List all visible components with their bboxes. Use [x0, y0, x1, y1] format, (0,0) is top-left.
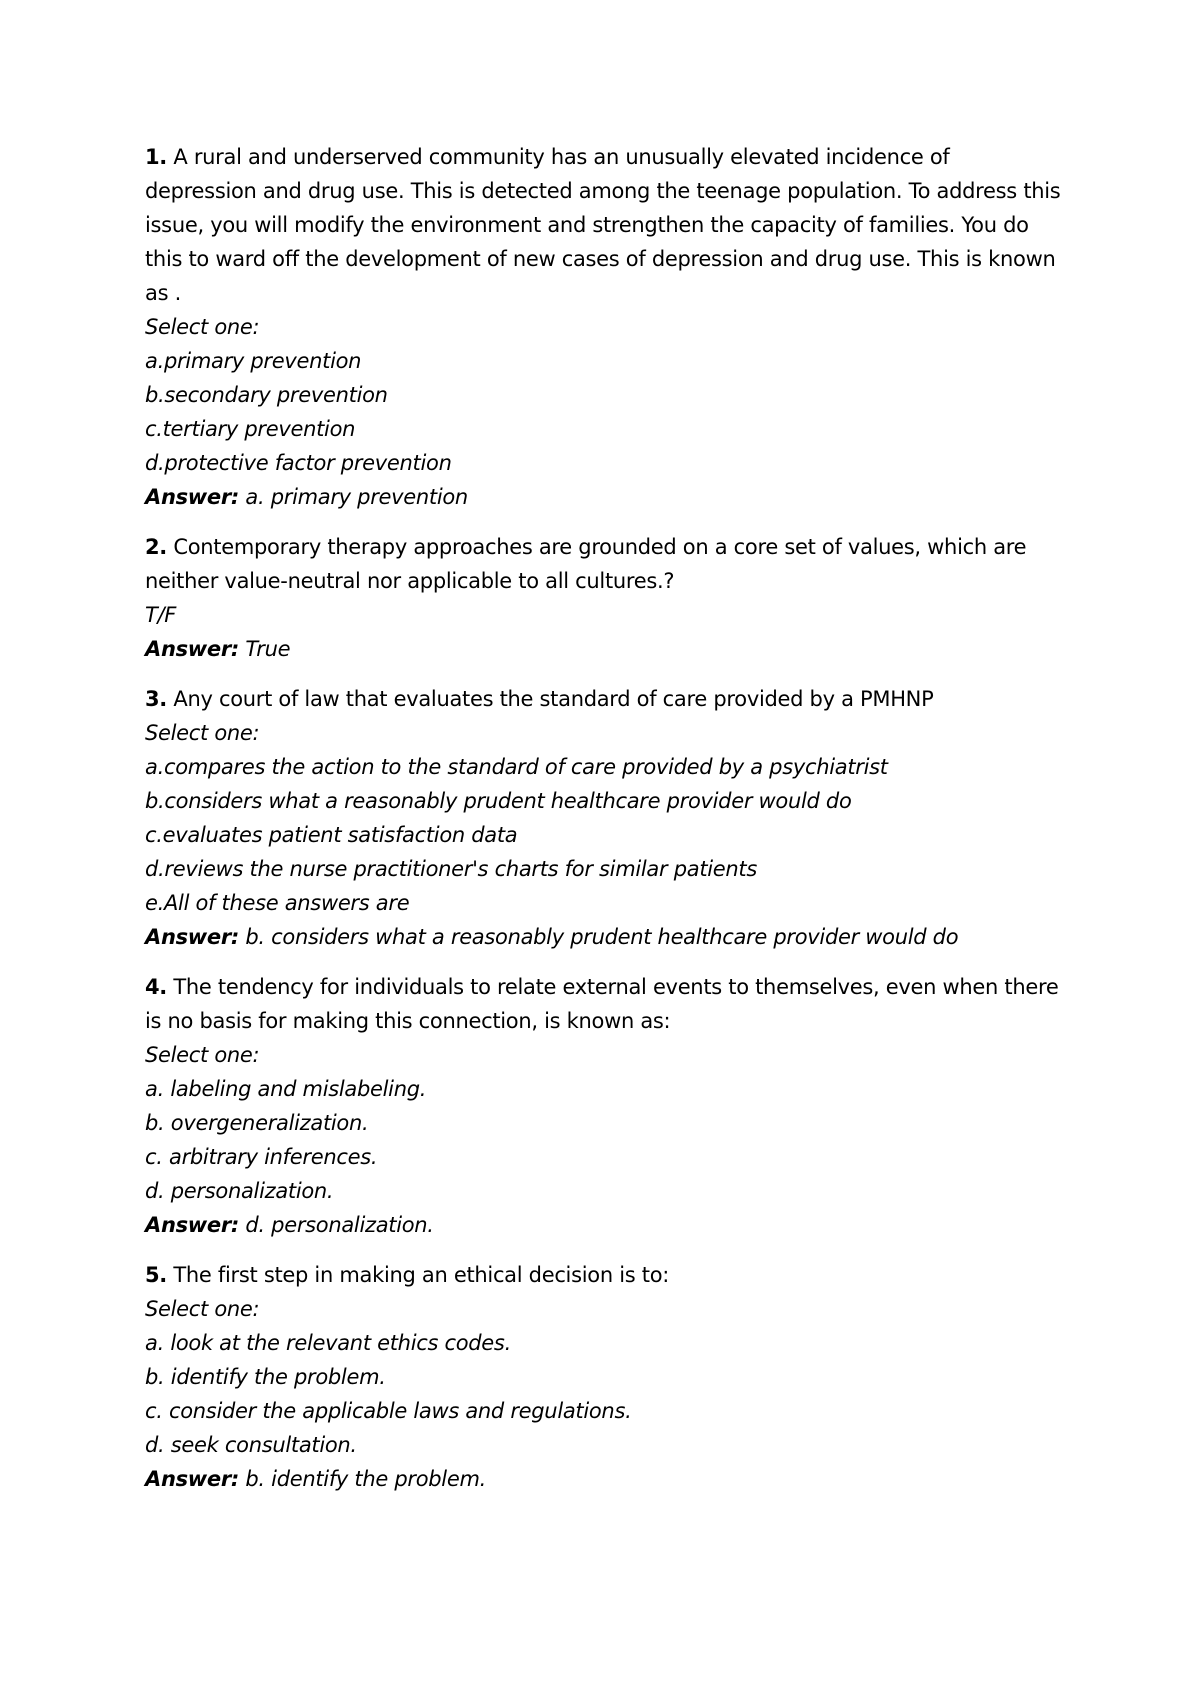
option-a: a. look at the relevant ethics codes.: [145, 1331, 511, 1355]
question-text: [145, 530, 1065, 598]
option-d: d. personalization.: [145, 1179, 334, 1203]
answer-label: Answer:: [145, 1213, 239, 1237]
question-number: 4.: [145, 975, 167, 999]
answer-line: [145, 920, 1065, 954]
answer-value: True: [245, 637, 291, 661]
question-5: [145, 1258, 1065, 1496]
question-body: The tendency for individuals to relate external events to themselves, even when there is no basis for making this connection, is known as:: [145, 975, 1059, 1033]
option-c: c.evaluates patient satisfaction data: [145, 823, 518, 847]
option-c: c. consider the applicable laws and regulations.: [145, 1399, 632, 1423]
select-prompt: Select one:: [145, 1043, 260, 1067]
question-1: [145, 140, 1065, 514]
option-c: c.tertiary prevention: [145, 417, 356, 441]
question-number: 2.: [145, 535, 167, 559]
document-page: [145, 140, 1065, 1512]
question-text: [145, 1258, 1065, 1292]
answer-value: a. primary prevention: [245, 485, 468, 509]
answer-line: [145, 1208, 1065, 1242]
answer-value: b. considers what a reasonably prudent healthcare provider would do: [245, 925, 959, 949]
answer-line: [145, 1462, 1065, 1496]
question-text: [145, 140, 1065, 310]
select-prompt: Select one:: [145, 315, 260, 339]
select-prompt: Select one:: [145, 1297, 260, 1321]
answer-label: Answer:: [145, 637, 239, 661]
answer-label: Answer:: [145, 1467, 239, 1491]
option-d: d.protective factor prevention: [145, 451, 452, 475]
true-false-prompt: T/F: [145, 603, 177, 627]
option-b: b.secondary prevention: [145, 383, 388, 407]
option-a: a. labeling and mislabeling.: [145, 1077, 427, 1101]
question-body: A rural and underserved community has an unusually elevated incidence of depression and drug use. This is detected among the teenage population. To address this issue, you will modify the environment and strengthen the capacity of families. You do this to ward off the development of new cases of depression and drug use. This is known as .: [145, 145, 1061, 305]
select-prompt: Select one:: [145, 721, 260, 745]
answer-line: [145, 480, 1065, 514]
answer-value: b. identify the problem.: [245, 1467, 486, 1491]
option-b: b. identify the problem.: [145, 1365, 386, 1389]
option-b: b. overgeneralization.: [145, 1111, 369, 1135]
question-number: 1.: [145, 145, 167, 169]
option-b: b.considers what a reasonably prudent healthcare provider would do: [145, 789, 852, 813]
answer-label: Answer:: [145, 925, 239, 949]
question-text: [145, 970, 1065, 1038]
option-a: a.primary prevention: [145, 349, 362, 373]
answer-value: d. personalization.: [245, 1213, 434, 1237]
question-body: Contemporary therapy approaches are grounded on a core set of values, which are neither value-neutral nor applicable to all cultures.?: [145, 535, 1027, 593]
question-3: [145, 682, 1065, 954]
option-d: d. seek consultation.: [145, 1433, 357, 1457]
answer-line: [145, 632, 1065, 666]
question-number: 5.: [145, 1263, 167, 1287]
question-number: 3.: [145, 687, 167, 711]
answer-label: Answer:: [145, 485, 239, 509]
question-body: Any court of law that evaluates the standard of care provided by a PMHNP: [173, 687, 934, 711]
option-c: c. arbitrary inferences.: [145, 1145, 378, 1169]
question-text: [145, 682, 1065, 716]
option-a: a.compares the action to the standard of care provided by a psychiatrist: [145, 755, 888, 779]
question-4: [145, 970, 1065, 1242]
option-d: d.reviews the nurse practitioner's charts for similar patients: [145, 857, 757, 881]
question-2: [145, 530, 1065, 666]
question-body: The first step in making an ethical decision is to:: [173, 1263, 670, 1287]
option-e: e.All of these answers are: [145, 891, 410, 915]
